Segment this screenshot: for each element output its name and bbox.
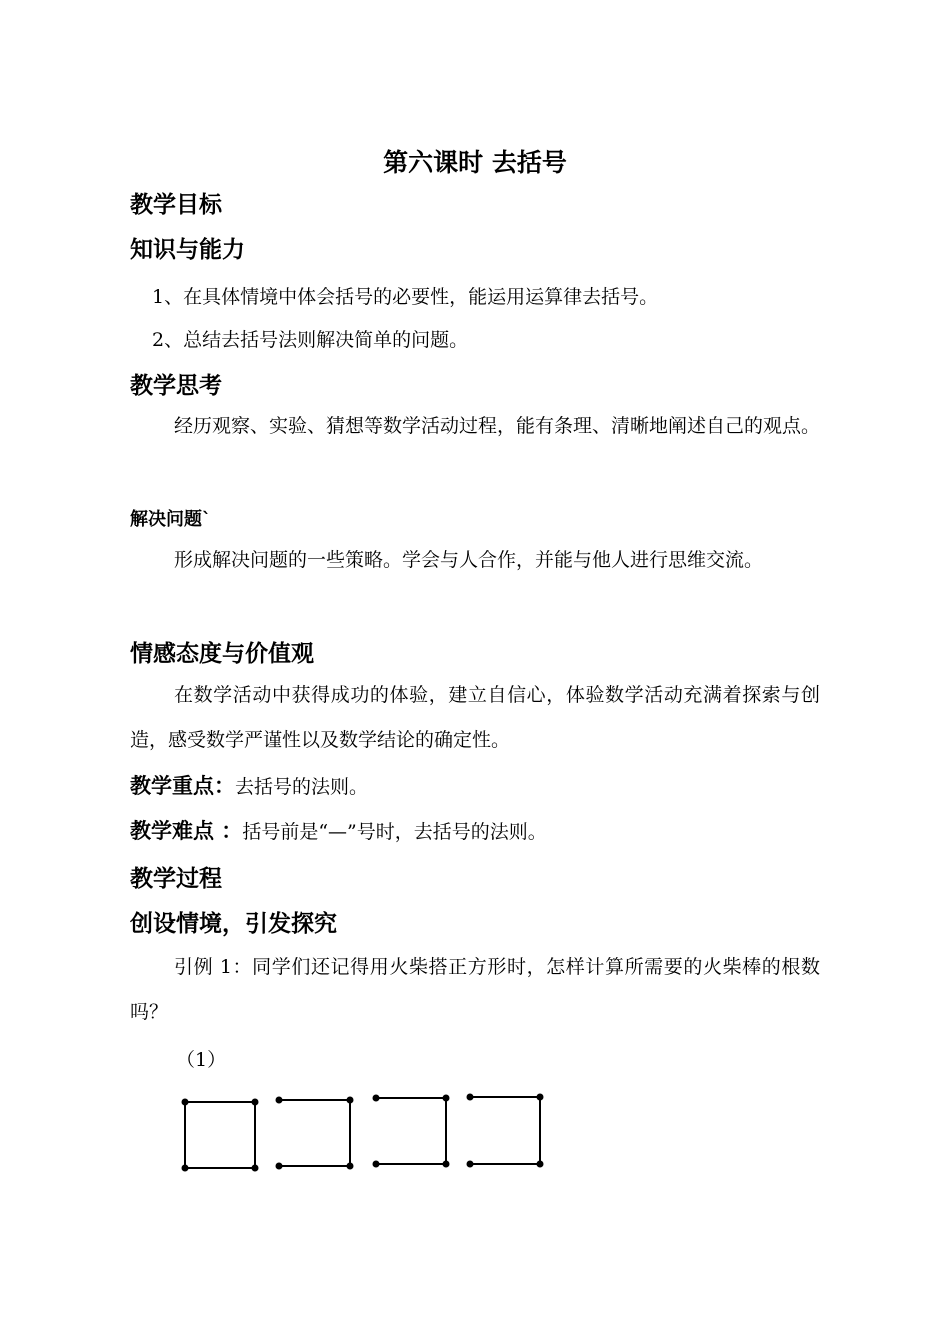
- example-paragraph: 引例 1：同学们还记得用火柴搭正方形时，怎样计算所需要的火柴棒的根数吗？: [130, 956, 820, 1023]
- square-3: [376, 1098, 446, 1164]
- square-1: [185, 1102, 255, 1168]
- match-head-dots: [182, 1094, 544, 1172]
- heading-problem: 解决问题`: [130, 509, 211, 530]
- figure-label: （1）: [176, 1049, 227, 1071]
- square-2: [279, 1100, 350, 1166]
- page-title: 第六课时 去括号: [383, 148, 567, 177]
- heading-objectives: 教学目标: [130, 192, 222, 218]
- heading-knowledge: 知识与能力: [130, 237, 245, 263]
- key-point-label: 教学重点：: [130, 774, 235, 798]
- heading-process: 教学过程: [130, 866, 222, 892]
- key-point-text: 去括号的法则。: [235, 776, 369, 798]
- difficulty-label: 教学难点 ：: [130, 819, 243, 843]
- heading-thinking: 教学思考: [130, 373, 222, 399]
- heading-emotion: 情感态度与价值观: [130, 641, 314, 667]
- square-4: [470, 1097, 540, 1164]
- emotion-paragraph: 在数学活动中获得成功的体验，建立自信心，体验数学活动充满着探索与创造，感受数学严谨性以及数学结论的确定性。: [130, 684, 820, 751]
- knowledge-item-1: 1、在具体情境中体会括号的必要性，能运用运算律去括号。: [152, 286, 659, 308]
- difficulty-text: 括号前是“—”号时，去括号的法则。: [242, 821, 547, 843]
- thinking-paragraph: 经历观察、实验、猜想等数学活动过程，能有条理、清晰地阐述自己的观点。: [174, 415, 821, 437]
- knowledge-item-2: 2、总结去括号法则解决简单的问题。: [152, 329, 469, 351]
- heading-situation: 创设情境，引发探究: [130, 911, 337, 937]
- problem-paragraph: 形成解决问题的一些策略。学会与人合作，并能与他人进行思维交流。: [174, 549, 764, 571]
